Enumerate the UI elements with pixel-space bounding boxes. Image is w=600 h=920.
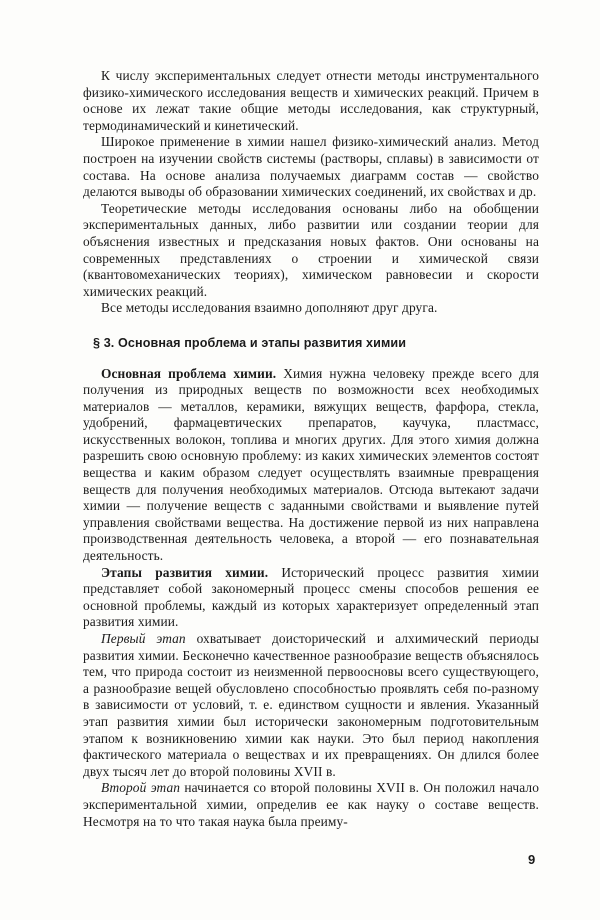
paragraph-main-problem	[83, 366, 539, 565]
stages-text: Исторический процесс развития химии представляет собой закономерный процесс смены способов решения ее основной проблемы, каждый из которых характеризует определенный этап развития химии.	[83, 564, 539, 630]
second-stage-title: Второй этап	[101, 780, 181, 796]
paragraph-experimental-methods: К числу экспериментальных следует отнести методы инструментального физико-химического исследования веществ и химических реакций. Причем в основе их лежат такие общие методы исследования, как структурный, термодинамический и кинетический.	[83, 68, 539, 133]
first-stage-title: Первый этап	[101, 631, 186, 646]
page-body	[83, 68, 539, 830]
page-number: 9	[528, 852, 536, 867]
paragraph-first-stage	[83, 631, 539, 780]
stages-title: Этапы развития химии.	[101, 564, 269, 580]
paragraph-stages	[83, 565, 539, 631]
paragraph-physchem-analysis: Широкое применение в химии нашел физико-химический анализ. Метод построен на изучении свойств системы (растворы, сплавы) в зависимости от состава. На основе анализа получаемых диаграмм состав — свойство делаются выводы об образовании химических соединений, их свойствах и др.	[83, 134, 539, 200]
paragraph-theoretical-methods: Теоретические методы исследования основаны либо на обобщении экспериментальных данных, либо развитии или создании теории для объяснения известных и предсказания новых фактов. Они основаны на современных представлениях о строении и химической связи (квантовомеханических теориях), химическом равновесии и скорости химических реакций.	[83, 200, 539, 299]
paragraph-methods-complement: Все методы исследования взаимно дополняют друг друга.	[101, 300, 438, 316]
paragraph-second-stage	[83, 780, 539, 830]
main-problem-title: Основная проблема химии.	[101, 365, 277, 381]
main-problem-text: Химия нужна человеку прежде всего для получения из природных веществ по возможности всех необходимых материалов — металлов, керамики, вяжущих веществ, фарфора, стекла, удобрений, фармацевтических препаратов, каучука, пластмасс, искусственных волокон, топлива и многих других. Для этого химия должна разрешить свою основную проблему: из каких химических элементов состоят вещества и каким образом следует осуществлять взаимные превращения веществ для получения необходимых материалов. Отсюда вытекают задачи химии — получение веществ с заданными свойствами и выявление путей управления свойствами вещества. На достижение первой из них направлена производственная деятельность человека, а второй — его познавательная деятельность.	[83, 365, 539, 564]
section-heading: § 3. Основная проблема и этапы развития химии	[93, 335, 407, 350]
first-stage-text: охватывает доисторический и алхимический периоды развития химии. Бесконечно качественное разнообразие веществ объяснялось тем, что природа состоит из неизменной первоосновы всего существующего, а разнообразие вещей обусловлено способностью проявлять себя по-разному в зависимости от условий, т. е. единством сущности и явления. Указанный этап развития химии был исторически закономерным подготовительным этапом к возникновению химии как науки. Это был период накопления фактического материала о веществах и их превращениях. Он длился более двух тысяч лет до второй половины XVII в.	[83, 631, 539, 779]
second-stage-text: начинается со второй половины XVII в. Он положил начало экспериментальной химии, определив ее как науку о составе веществ. Несмотря на то что такая наука была преиму-	[83, 780, 539, 829]
